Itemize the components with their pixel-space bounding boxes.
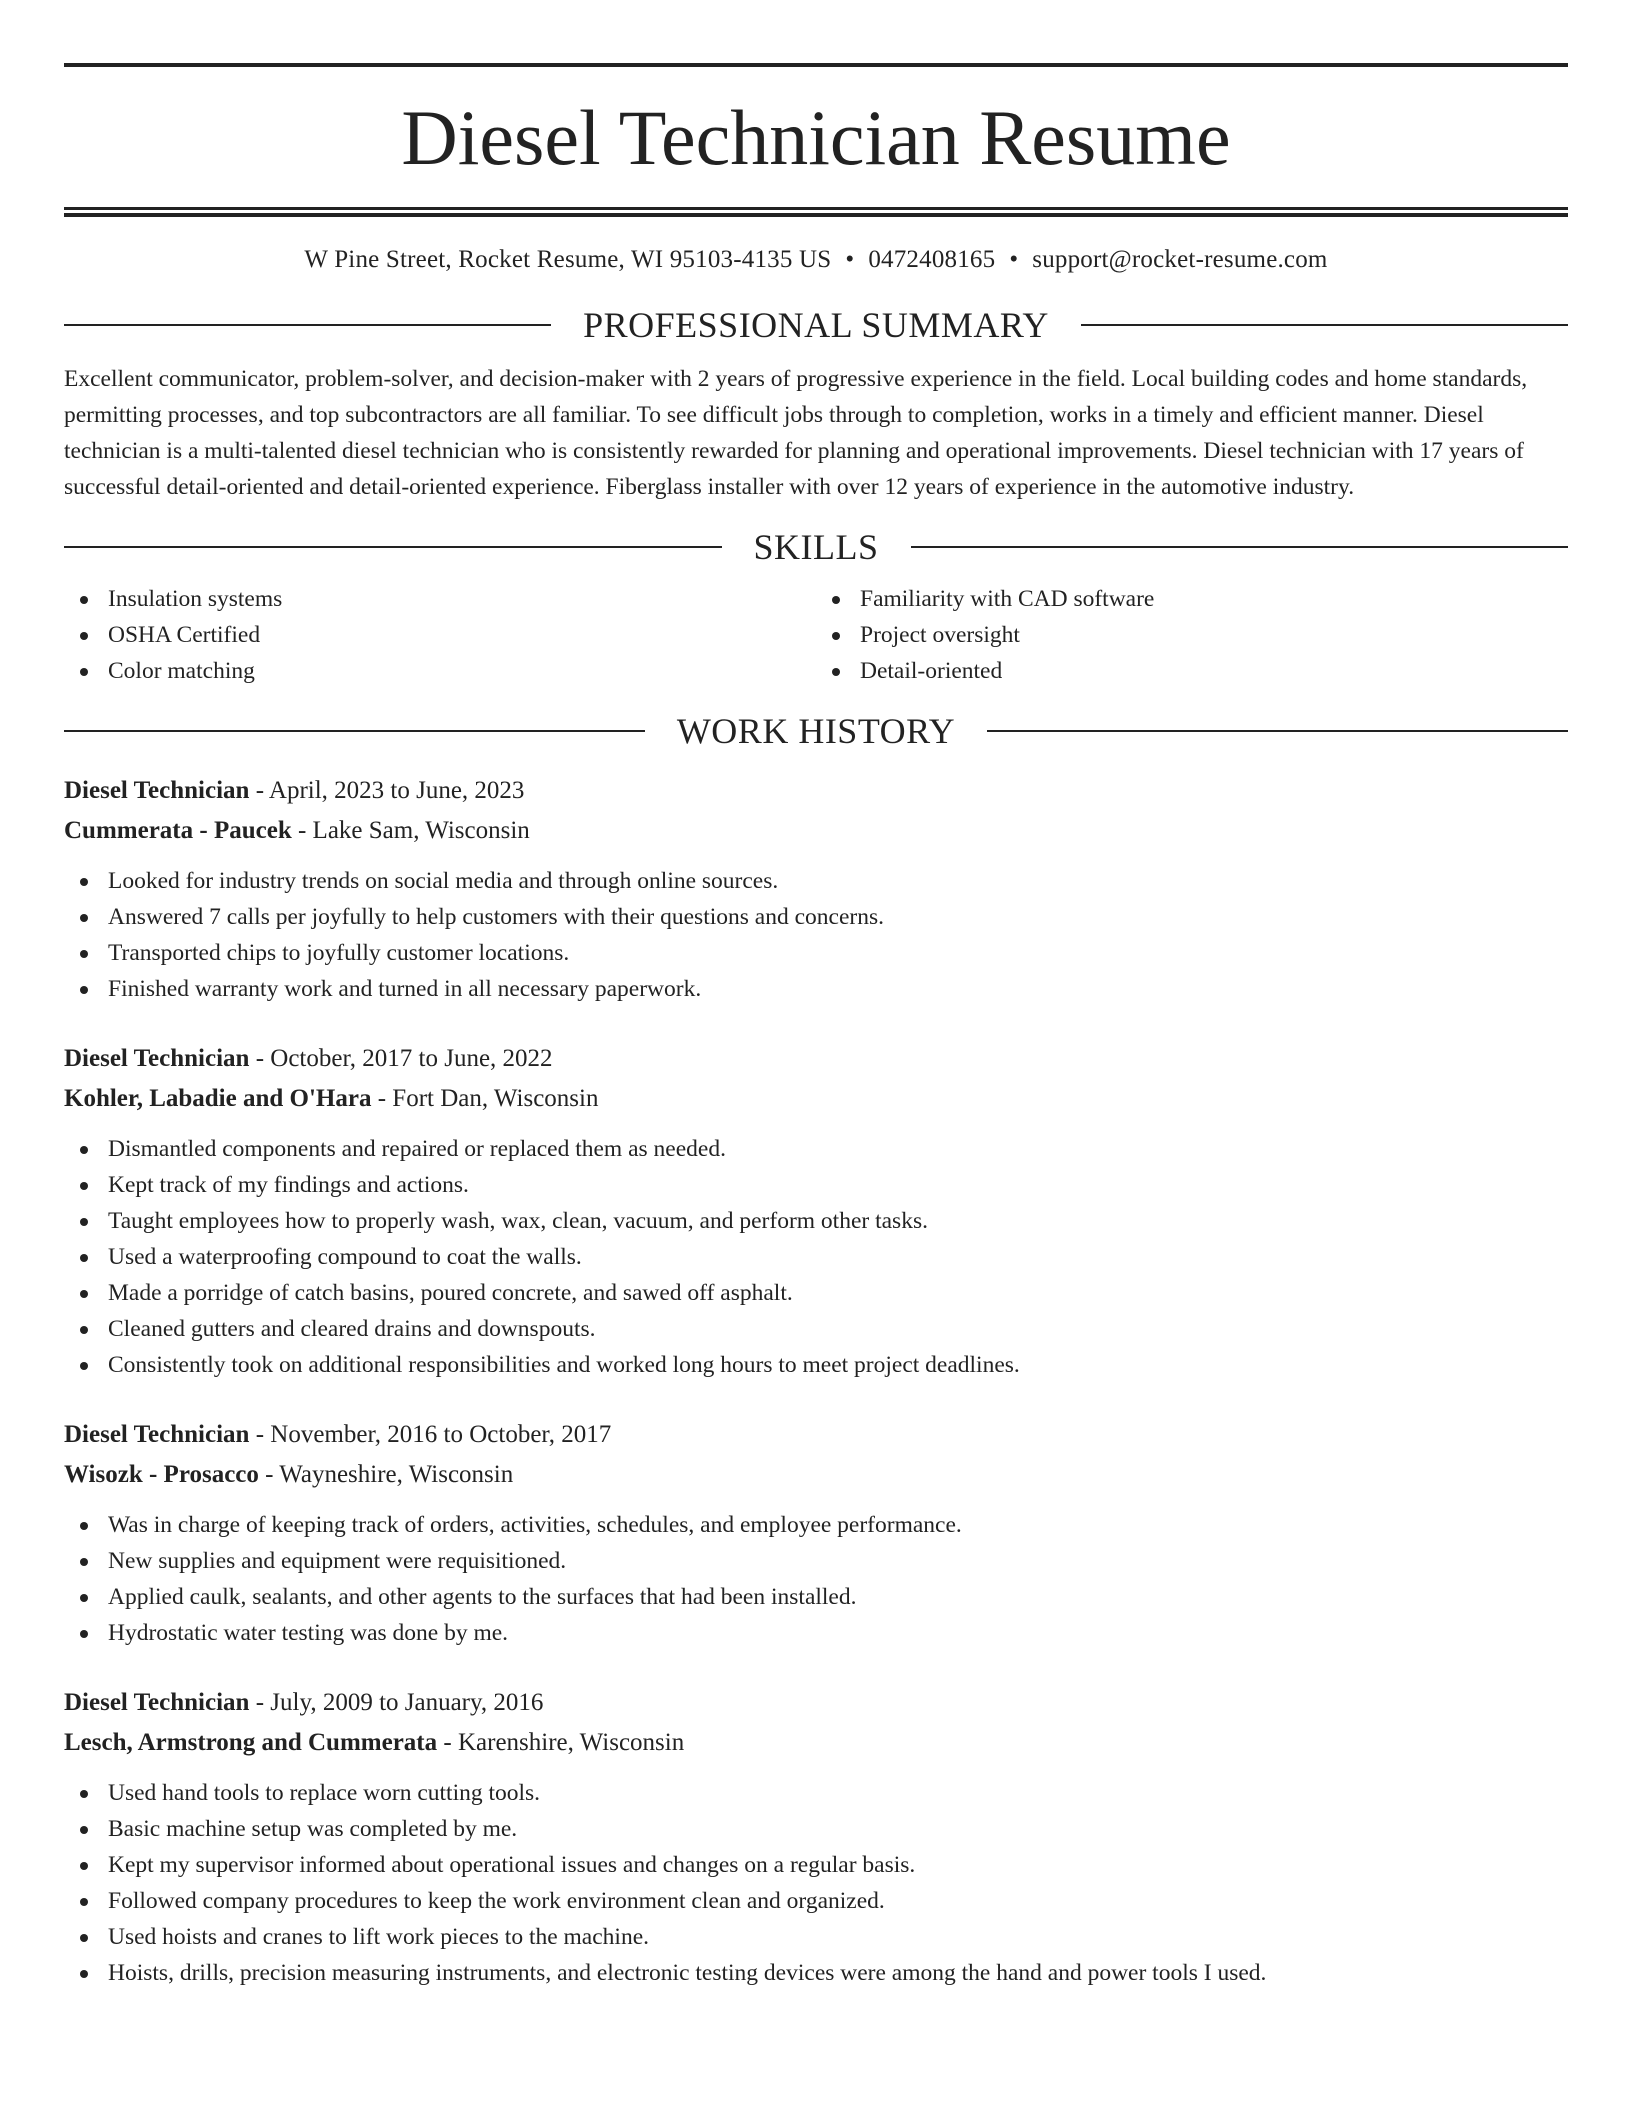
job-duties [64, 863, 1568, 1007]
resume-page [64, 63, 1568, 1991]
skills-column-right [816, 581, 1568, 689]
skill-item: Color matching [64, 653, 816, 689]
resume-title: Diesel Technician Resume [401, 94, 1231, 181]
skill-item: Insulation systems [64, 581, 816, 617]
top-rule [64, 63, 1568, 67]
duty-item: Looked for industry trends on social media and through online sources. [64, 863, 1568, 899]
summary-text: Excellent communicator, problem-solver, and decision-maker with 2 years of progressive experience in the field. Local building codes and home standards, permitting processes, and top subcontractors are all familiar. To see difficult jobs through to completion, works in a timely and efficient manner. Diesel technician is a multi-talented diesel technician who is consistently rewarded for planning and operational improvements. Diesel technician with 17 years of successful detail-oriented and detail-oriented experience. Fiberglass installer with over 12 years of experience in the automotive industry. [64, 366, 1528, 500]
duty-item: Consistently took on additional responsibilities and worked long hours to meet project deadlines. [64, 1347, 1568, 1383]
duty-item: Taught employees how to properly wash, wax, clean, vacuum, and perform other tasks. [64, 1203, 1568, 1239]
duty-item: Dismantled components and repaired or replaced them as needed. [64, 1131, 1568, 1167]
job-entry [64, 771, 1568, 1007]
job-company-line [64, 1723, 1568, 1763]
job-company-line [64, 811, 1568, 851]
contact-email: support@rocket-resume.com [1032, 246, 1328, 273]
job-title-line [64, 1415, 1568, 1455]
job-location: - Fort Dan, Wisconsin [371, 1085, 599, 1112]
skills-column-left [64, 581, 816, 689]
heading-rule [987, 730, 1568, 732]
contact-line [64, 245, 1568, 275]
job-title-line [64, 1039, 1568, 1079]
heading-rule [911, 546, 1569, 548]
skill-item: OSHA Certified [64, 617, 816, 653]
duty-item: Answered 7 calls per joyfully to help customers with their questions and concerns. [64, 899, 1568, 935]
contact-address: W Pine Street, Rocket Resume, WI 95103-4135 US [304, 246, 832, 273]
job-company: Lesch, Armstrong and Cummerata [64, 1729, 438, 1756]
job-dates: - November, 2016 to October, 2017 [249, 1421, 612, 1448]
job-entry [64, 1683, 1568, 1991]
duty-item: Kept my supervisor informed about operational issues and changes on a regular basis. [64, 1847, 1568, 1883]
duty-item: Finished warranty work and turned in all necessary paperwork. [64, 971, 1568, 1007]
job-entry [64, 1415, 1568, 1651]
skill-item: Familiarity with CAD software [816, 581, 1568, 617]
duty-item: Used hand tools to replace worn cutting tools. [64, 1775, 1568, 1811]
heading-rule [64, 324, 551, 326]
work-heading-label: WORK HISTORY [676, 711, 956, 751]
duty-item: Hydrostatic water testing was done by me. [64, 1615, 1568, 1651]
duty-item: Transported chips to joyfully customer locations. [64, 935, 1568, 971]
skills-list [64, 581, 1568, 689]
skill-item: Detail-oriented [816, 653, 1568, 689]
duty-item: Used a waterproofing compound to coat the walls. [64, 1239, 1568, 1275]
heading-rule [64, 546, 722, 548]
job-location: - Karenshire, Wisconsin [437, 1729, 685, 1756]
contact-phone: 0472408165 [868, 246, 996, 273]
title-double-rule [64, 207, 1568, 217]
contact-separator: • [845, 246, 855, 273]
duty-item: New supplies and equipment were requisitioned. [64, 1543, 1568, 1579]
job-title: Diesel Technician [64, 777, 250, 804]
job-dates: - October, 2017 to June, 2022 [249, 1045, 553, 1072]
job-company-line [64, 1455, 1568, 1495]
job-dates: - April, 2023 to June, 2023 [249, 777, 525, 804]
heading-rule [64, 730, 645, 732]
duty-item: Hoists, drills, precision measuring instruments, and electronic testing devices were among the hand and power tools I used. [64, 1955, 1568, 1991]
job-duties [64, 1775, 1568, 1991]
duty-item: Was in charge of keeping track of orders, activities, schedules, and employee performance. [64, 1507, 1568, 1543]
job-title: Diesel Technician [64, 1045, 250, 1072]
job-title-line [64, 1683, 1568, 1723]
job-duties [64, 1131, 1568, 1383]
heading-rule [1081, 324, 1568, 326]
skills-heading [64, 527, 1568, 567]
work-heading [64, 711, 1568, 751]
job-company: Wisozk - Prosacco [64, 1461, 259, 1488]
job-entry [64, 1039, 1568, 1383]
duty-item: Used hoists and cranes to lift work pieces to the machine. [64, 1919, 1568, 1955]
summary-heading [64, 305, 1568, 345]
summary-heading-label: PROFESSIONAL SUMMARY [583, 305, 1049, 345]
job-duties [64, 1507, 1568, 1651]
skill-item: Project oversight [816, 617, 1568, 653]
job-company: Kohler, Labadie and O'Hara [64, 1085, 372, 1112]
job-company: Cummerata - Paucek [64, 817, 292, 844]
job-location: - Wayneshire, Wisconsin [258, 1461, 514, 1488]
job-dates: - July, 2009 to January, 2016 [249, 1689, 544, 1716]
job-company-line [64, 1079, 1568, 1119]
job-title: Diesel Technician [64, 1421, 250, 1448]
duty-item: Basic machine setup was completed by me. [64, 1811, 1568, 1847]
duty-item: Applied caulk, sealants, and other agents to the surfaces that had been installed. [64, 1579, 1568, 1615]
duty-item: Cleaned gutters and cleared drains and downspouts. [64, 1311, 1568, 1347]
job-location: - Lake Sam, Wisconsin [291, 817, 530, 844]
contact-separator: • [1009, 246, 1019, 273]
job-title-line [64, 771, 1568, 811]
job-title: Diesel Technician [64, 1689, 250, 1716]
duty-item: Made a porridge of catch basins, poured concrete, and sawed off asphalt. [64, 1275, 1568, 1311]
skills-heading-label: SKILLS [753, 527, 879, 567]
duty-item: Kept track of my findings and actions. [64, 1167, 1568, 1203]
duty-item: Followed company procedures to keep the work environment clean and organized. [64, 1883, 1568, 1919]
